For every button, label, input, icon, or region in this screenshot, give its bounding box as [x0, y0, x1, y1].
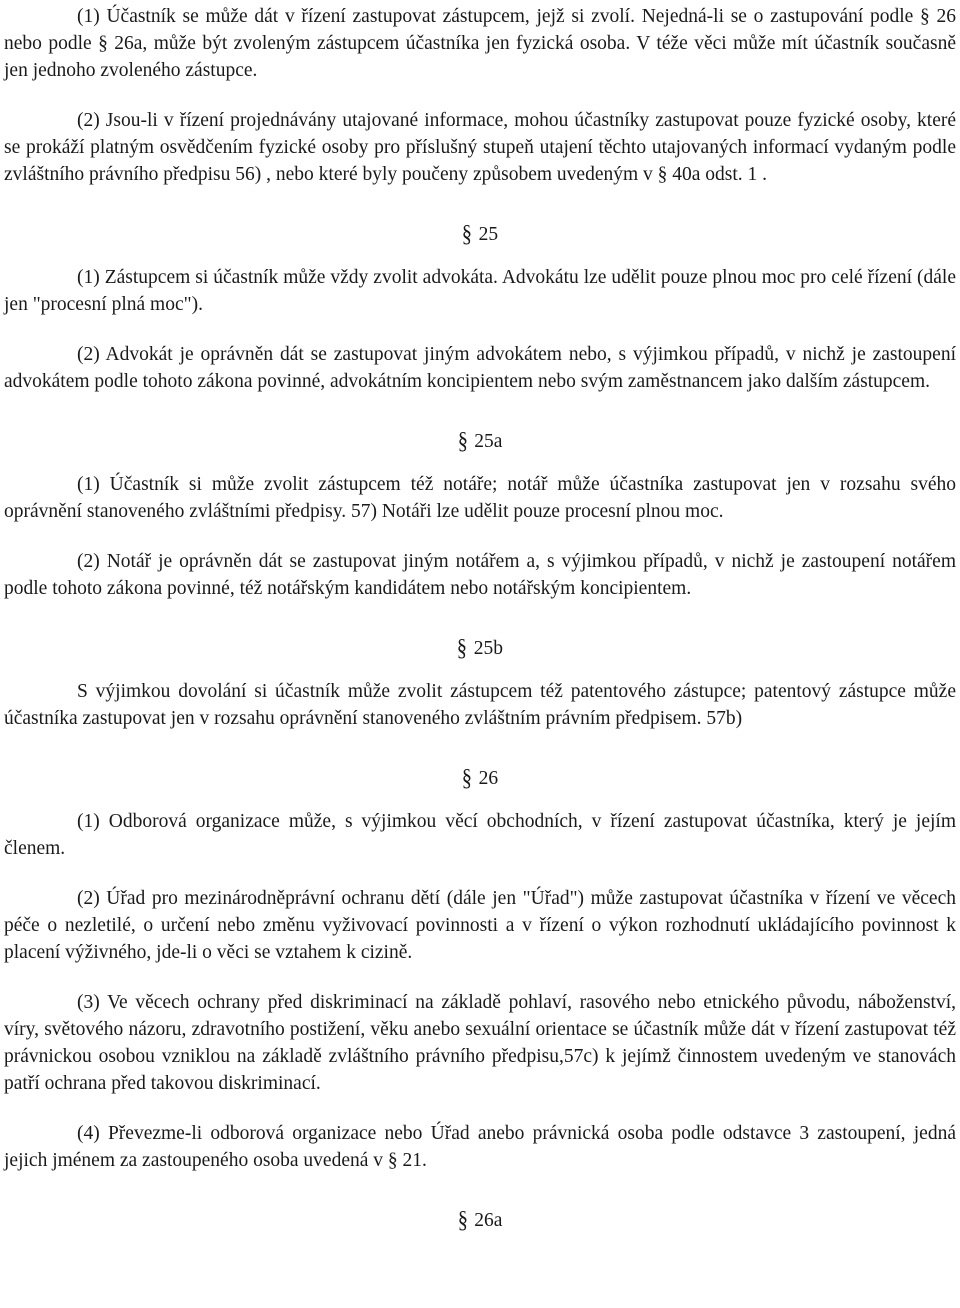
- paragraph-24-2: (2) Jsou-li v řízení projednávány utajované informace, mohou účastníky zastupovat pouze fyzické osoby, které se prokáží platným osvědčením fyzické osoby pro příslušný stupeň utajení těchto utajovaných informací vydaným podle zvláštního právního předpisu 56) , nebo které byly poučeny způsobem uvedeným v § 40a odst. 1 .: [4, 110, 956, 185]
- section-heading-26a: [4, 1207, 956, 1234]
- section-number: 25: [478, 224, 499, 245]
- paragraph-24-1: (1) Účastník se může dát v řízení zastupovat zástupcem, jejž si zvolí. Nejedná-li se o zastupování podle § 26 nebo podle § 26a, může být zvoleným zástupcem účastníka jen fyzická osoba. V téže věci může mít účastník současně jen jednoho zvoleného zástupce.: [4, 6, 956, 81]
- paragraph-25a-2: (2) Notář je oprávněn dát se zastupovat jiným notářem a, s výjimkou případů, v nichž je zastoupení notářem podle tohoto zákona povinné, též notářským kandidátem nebo notářským koncipientem.: [4, 551, 956, 599]
- paragraph-25a-1: (1) Účastník si může zvolit zástupcem též notáře; notář může účastníka zastupovat jen v rozsahu svého oprávnění stanoveného zvláštními předpisy. 57) Notáři lze udělit pouze procesní plnou moc.: [4, 474, 956, 522]
- paragraph-26-4: (4) Převezme-li odborová organizace nebo Úřad anebo právnická osoba podle odstavce 3 zastoupení, jedná jejich jménem za zastoupeného osoba uvedená v § 21.: [4, 1123, 956, 1171]
- section-heading-26: [4, 765, 956, 792]
- section-number: 25a: [474, 431, 503, 452]
- section-sign: §: [456, 635, 467, 662]
- paragraph-26-2: (2) Úřad pro mezinárodněprávní ochranu dětí (dále jen "Úřad") může zastupovat účastníka v řízení ve věcech péče o nezletilé, o určení nebo změnu vyživovací povinnosti a v řízení o výkon rozhodnutí ukládajícího povinnost k placení výživného, jde-li o věci se vztahem k cizině.: [4, 888, 956, 963]
- paragraph-26-1: (1) Odborová organizace může, s výjimkou věcí obchodních, v řízení zastupovat účastníka, který je jejím členem.: [4, 811, 956, 859]
- paragraph-25-2: (2) Advokát je oprávněn dát se zastupovat jiným advokátem nebo, s výjimkou případů, v nichž je zastoupení advokátem podle tohoto zákona povinné, advokátním koncipientem nebo svým zaměstnancem jako dalším zástupcem.: [4, 344, 956, 392]
- section-heading-25: [4, 221, 956, 248]
- paragraph-26-3: (3) Ve věcech ochrany před diskriminací na základě pohlaví, rasového nebo etnického původu, náboženství, víry, světového názoru, zdravotního postižení, věku anebo sexuální orientace se účastník může dát v řízení zastupovat též právnickou osobou vzniklou na základě zvláštního právního předpisu,57c) k jejímž činnostem uvedeným ve stanovách patří ochrana před takovou diskriminací.: [4, 992, 956, 1094]
- section-number: 26a: [474, 1210, 503, 1231]
- paragraph-25b: S výjimkou dovolání si účastník může zvolit zástupcem též patentového zástupce; patentový zástupce může účastníka zastupovat jen v rozsahu oprávnění stanoveného zvláštním právním předpisem. 57b): [4, 681, 956, 729]
- section-heading-25b: [4, 635, 956, 662]
- section-number: 26: [478, 768, 499, 789]
- section-heading-25a: [4, 428, 956, 455]
- section-sign: §: [461, 765, 472, 792]
- section-sign: §: [461, 221, 472, 248]
- section-sign: §: [457, 1207, 468, 1234]
- document-page: [4, 0, 956, 1234]
- section-number: 25b: [473, 638, 503, 659]
- section-sign: §: [457, 428, 468, 455]
- paragraph-25-1: (1) Zástupcem si účastník může vždy zvolit advokáta. Advokátu lze udělit pouze plnou moc pro celé řízení (dále jen "procesní plná moc").: [4, 267, 956, 315]
